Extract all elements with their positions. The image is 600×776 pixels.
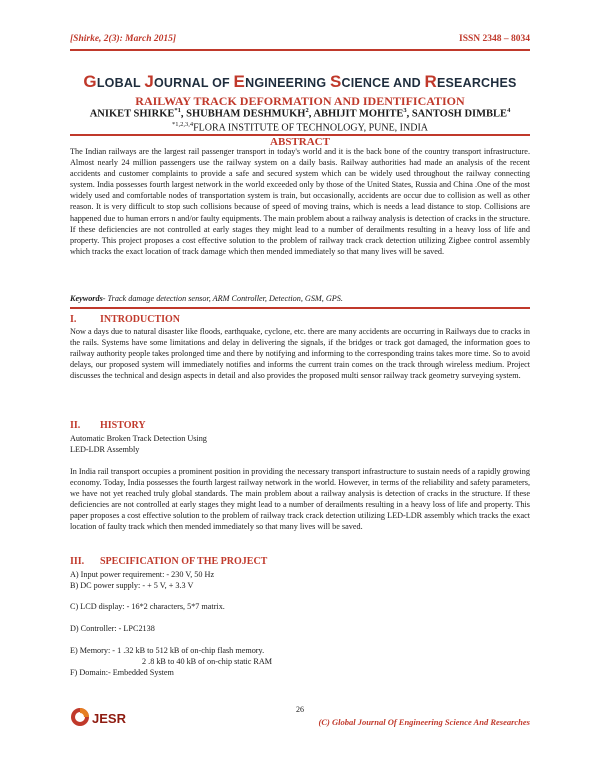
section-heading-introduction: I. INTRODUCTION <box>70 314 181 325</box>
history-line: Automatic Broken Track Detection Using <box>70 434 207 443</box>
svg-text:JESR: JESR <box>92 711 126 726</box>
keywords <box>70 294 530 303</box>
author-name: ABHIJIT MOHITE <box>313 108 404 120</box>
introduction-text: Now a days due to natural disaster like floods, earthquake, cyclone, etc. there are many accidents are occurring in Railways due to cracks in the rails. Systems have some limitations and delay in delivering the signals, if the bridges or track got damaged, the information goes to railway authority people takes prolonged time and there by notifying and informing to the corresponding trains takes more time. So to avoid delays, our proposed system will immediately notifies and informs the current train comes on the track through wireless medium. Project discusses the technical and design aspects in detail and also provides the proposed multi sensor railway track geometry surveying system. <box>70 327 530 380</box>
history-text: In India rail transport occupies a prominent position in providing the necessary transport infrastructure to sustain needs of a rapidly growing economy. Today, India possesses the fourth largest railway network in the world. However, in terms of the reliability and safety parameters, we have not yet reached truly global standards. The main problem about a railway analysis is detection of cracks in the structure. If these deficiencies are not controlled at early stages they might lead to a number of derailments resulting in a heavy loss of life and property. This paper proposes a cost effective solution to the problem of railway track crack detection utilizing LED-LDR assembly which tracks the exact location of faulty track which then mended immediately so that many lives will be saved. <box>70 467 530 531</box>
abstract-heading: ABSTRACT <box>70 134 530 148</box>
author-name: SANTOSH DIMBLE <box>411 108 508 120</box>
affiliation: $^{*1,2,3,4}$FLORA INSTITUTE OF TECHNOLOGY, PUNE, INDIA <box>171 121 429 134</box>
spec-item: 2 .8 kB to 40 kB of on-chip static RAM <box>142 657 273 666</box>
page-number: 26 <box>296 705 304 714</box>
footer-copyright: (C) Global Journal Of Engineering Science And Researches <box>318 717 530 727</box>
author-name: ANIKET SHIRKE <box>89 108 175 120</box>
issn: ISSN 2348 – 8034 <box>459 34 530 44</box>
header-rule <box>70 49 530 51</box>
history-line: LED-LDR Assembly <box>70 445 140 454</box>
author-name: SHUBHAM DESHMUKH <box>186 108 306 120</box>
running-header <box>70 34 530 50</box>
paper-title: RAILWAY TRACK DEFORMATION AND IDENTIFICATION <box>135 94 465 108</box>
spec-item: B) DC power supply: - + 5 V, + 3.3 V <box>70 581 194 590</box>
spec-item: C) LCD display: - 16*2 characters, 5*7 matrix. <box>70 602 225 611</box>
citation: [Shirke, 2(3): March 2015] <box>70 34 177 44</box>
section-heading-specification: III. SPECIFICATION OF THE PROJECT <box>70 556 268 567</box>
keywords-rule <box>70 307 530 309</box>
abstract-text: The Indian railways are the largest rail passenger transport in today's world and it is the back bone of the country transport infrastructure. Almost nearly 24 million passengers use the railway system on a daily basis. Railway authorities had made an analysis of the recent accidents and customer complaints to provide a safe and secured system which can be widely used throughout the railway connecting system. India possesses fourth largest network in the world exceeded only by those of the United States, Russia and China .One of the most widely used and comfortable nodes of transportation system is train, but occasionally, accidents are occur due to collision as well as other reason. It is very difficult to stop such collisions because of speed of moving trains, which is needs a lead distance to stop. Collisions are happened due to human errors n and/or faulty equipments. The main problem about a railway analysis is detection of cracks in the structure. If these deficiencies are not controlled at early stages they might lead to a number of derailments resulting in a heavy loss of life and property. This project proposes a cost effective solution to the problem of railway track crack detection utilizing Zigbee control assembly which tracks the exact location of track damage which then mended immediately so that many lives will be saved. <box>70 147 530 256</box>
keywords-text: Track damage detection sensor, ARM Controller, Detection, GSM, GPS. <box>105 294 343 303</box>
section-heading-history: II. HISTORY <box>70 420 146 431</box>
spec-item: D) Controller: - LPC2138 <box>70 624 155 633</box>
spec-item: F) Domain:- Embedded System <box>70 668 174 677</box>
spec-item: E) Memory: - 1 .32 kB to 512 kB of on-chip flash memory. <box>70 646 265 655</box>
spec-item: A) Input power requirement: - 230 V, 50 Hz <box>70 570 215 579</box>
author-list: ANIKET SHIRKE$^{*1}$, SHUBHAM DESHMUKH$^2$, ABHIJIT MOHITE$^3$, SANTOSH DIMBLE$^4$ <box>89 107 511 120</box>
keywords-label: Keywords- <box>70 294 106 303</box>
journal-title: GLOBAL JOURNAL OF ENGINEERING SCIENCE AND RESEARCHES <box>83 72 517 91</box>
